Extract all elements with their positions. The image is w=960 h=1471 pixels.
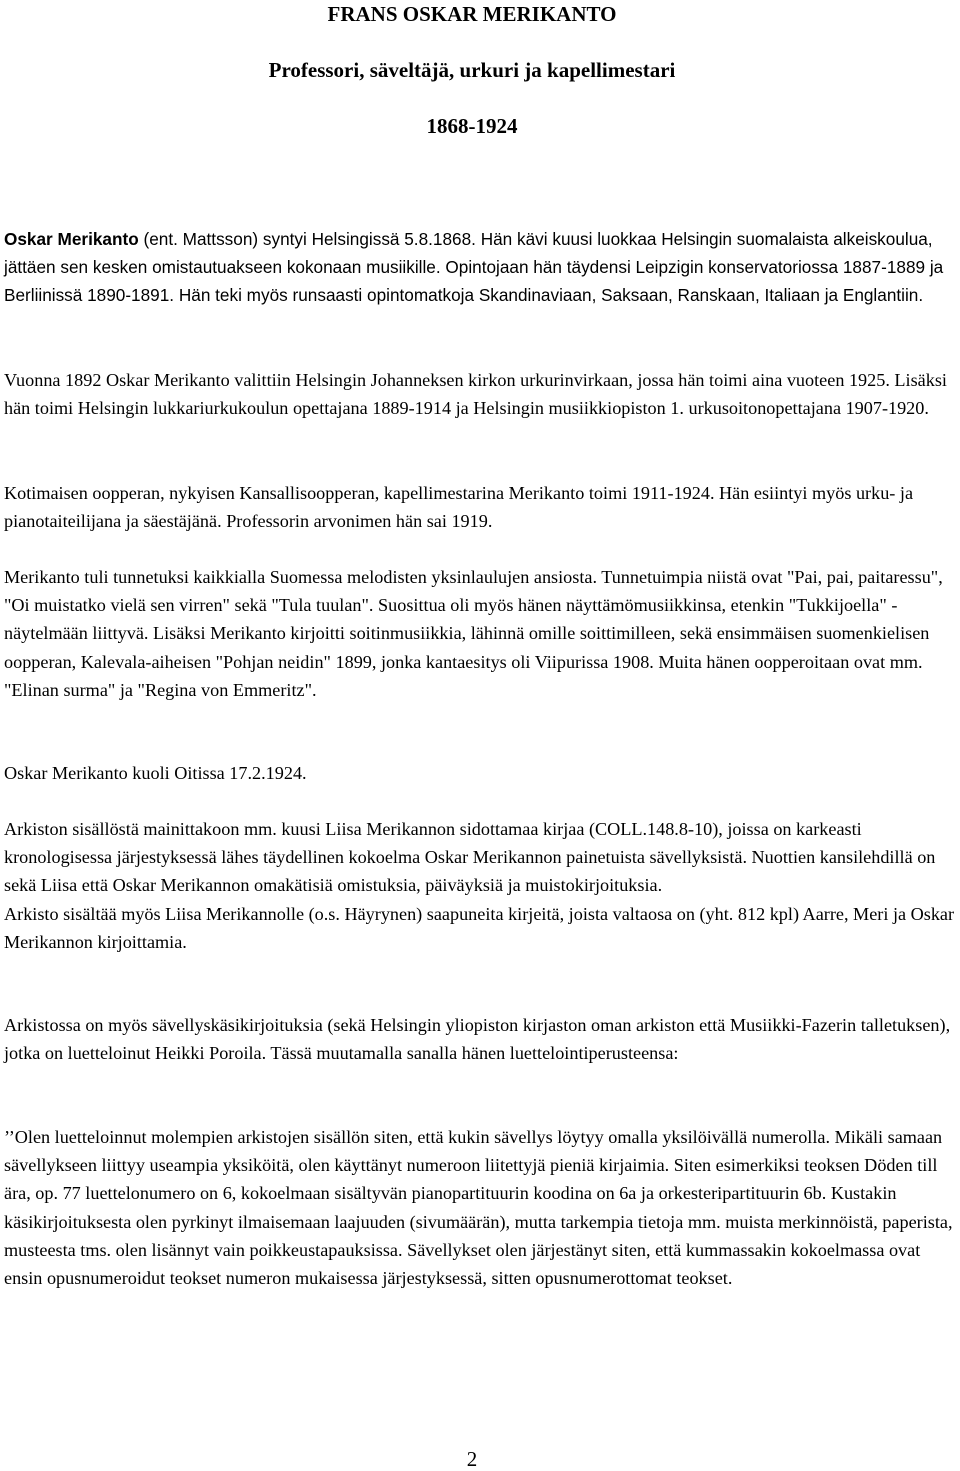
paragraph-death-text: Oskar Merikanto kuoli Oitissa 17.2.1924. xyxy=(4,763,307,783)
paragraph-death xyxy=(4,759,956,787)
page-number: 2 xyxy=(466,1447,478,1471)
document-years: 1868-1924 xyxy=(426,114,518,138)
paragraph-opera xyxy=(4,479,956,535)
paragraph-biography-text: (ent. Mattsson) syntyi Helsingissä 5.8.1868. Hän kävi kuusi luokkaa Helsingin suomalaista alkeiskoulua, jättäen sen kesken omistautuakseen kokonaan musiikille. Opintojaan hän täydensi Leipzigin konservatoriossa 1887-1889 ja Berliinissä 1890-1891. Hän teki myös runsaasti opintomatkoja Skandinaviaan, Saksaan, Ranskaan, Italiaan ja Englantiin. xyxy=(4,229,944,306)
paragraph-archive-letters: Arkisto sisältää myös Liisa Merikannolle (o.s. Häyrynen) saapuneita kirjeitä, joista valtaosa on (yht. 812 kpl) Aarre, Meri ja Oskar Merikannon kirjoittamia. xyxy=(4,903,955,952)
paragraph-biography xyxy=(4,225,956,310)
paragraph-manuscripts xyxy=(4,1011,956,1067)
paragraph-opera-text: Kotimaisen oopperan, nykyisen Kansallisoopperan, kapellimestarina Merikanto toimi 1911-1924. Hän esiintyi myös urku- ja pianotaiteilijana ja säestäjänä. Professorin arvonimen hän sai 1919. xyxy=(4,483,914,532)
paragraph-works xyxy=(4,563,956,704)
person-name: Oskar Merikanto xyxy=(4,229,139,249)
paragraph-works-text: Merikanto tuli tunnetuksi kaikkialla Suomessa melodisten yksinlaulujen ansiosta. Tunnetuimpia niistä ovat "Pai, pai, paitaressu", "Oi muistatko vielä sen virren" sekä "Tula tuulan". Suosittua oli myös hänen näyttämömusiikkinsa, etenkin "Tukkijoella" -näytelmään liittyvä. Lisäksi Merikanto kirjoitti soitinmusiikkia, lähinnä omille soittimilleen, sekä ensimmäisen suomenkielisen oopperan, Kalevala-aiheisen "Pohjan neidin" 1899, jonka kantaesitys oli Viipurissa 1908. Muita hänen oopperoitaan ovat mm. "Elinan surma" ja "Regina von Emmeritz". xyxy=(4,567,943,700)
paragraph-quote xyxy=(4,1123,956,1292)
paragraph-archive-text: Arkiston sisällöstä mainittakoon mm. kuusi Liisa Merikannon sidottamaa kirjaa (COLL.148.8-10), joissa on karkeasti kronologisessa järjestyksessä lähes täydellinen kokoelma Oskar Merikannon painetuista sävellyksistä. Nuottien kansilehdillä on sekä Liisa että Oskar Merikannon omakätisiä omistuksia, päiväyksiä ja muistokirjoituksia. xyxy=(4,819,936,896)
document-subtitle: Professori, säveltäjä, urkuri ja kapellimestari xyxy=(268,58,676,82)
paragraph-archive xyxy=(4,815,956,956)
paragraph-organist xyxy=(4,366,956,422)
paragraph-manuscripts-text: Arkistossa on myös sävellyskäsikirjoituksia (sekä Helsingin yliopiston kirjaston oman arkiston että Musiikki-Fazerin talletuksen), jotka on luetteloinut Heikki Poroila. Tässä muutamalla sanalla hänen luettelointiperusteensa: xyxy=(4,1015,951,1064)
paragraph-quote-text: ’’Olen luetteloinnut molempien arkistojen sisällön siten, että kukin sävellys löytyy omalla yksilöivällä numerolla. Mikäli samaan sävellykseen liittyy useampia yksiköitä, olen käyttänyt numeroon liitettyjä pieniä kirjaimia. Siten esimerkiksi teoksen Döden till ära, op. 77 luettelonumero on 6, kokoelmaan sisältyvän pianopartituurin koodina on 6a ja orkesteripartituurin 6b. Kustakin käsikirjoituksesta olen pyrkinyt ilmaisemaan laajuuden (sivumäärän), mutta tarkempia tietoja mm. muista merkinnöistä, paperista, musteesta tms. olen lisännyt vain poikkeustapauksissa. Sävellykset olen järjestänyt siten, että kummassakin kokoelmassa ovat ensin opusnumeroidut teokset numeron mukaisessa järjestyksessä, sitten opusnumerottomat teokset. xyxy=(4,1127,953,1289)
paragraph-organist-text: Vuonna 1892 Oskar Merikanto valittiin Helsingin Johanneksen kirkon urkurinvirkaan, jossa hän toimi aina vuoteen 1925. Lisäksi hän toimi Helsingin lukkariurkukoulun opettajana 1889-1914 ja Helsingin musiikkiopiston 1. urkusoitonopettajana 1907-1920. xyxy=(4,370,947,419)
document-title: FRANS OSKAR MERIKANTO xyxy=(327,2,617,26)
